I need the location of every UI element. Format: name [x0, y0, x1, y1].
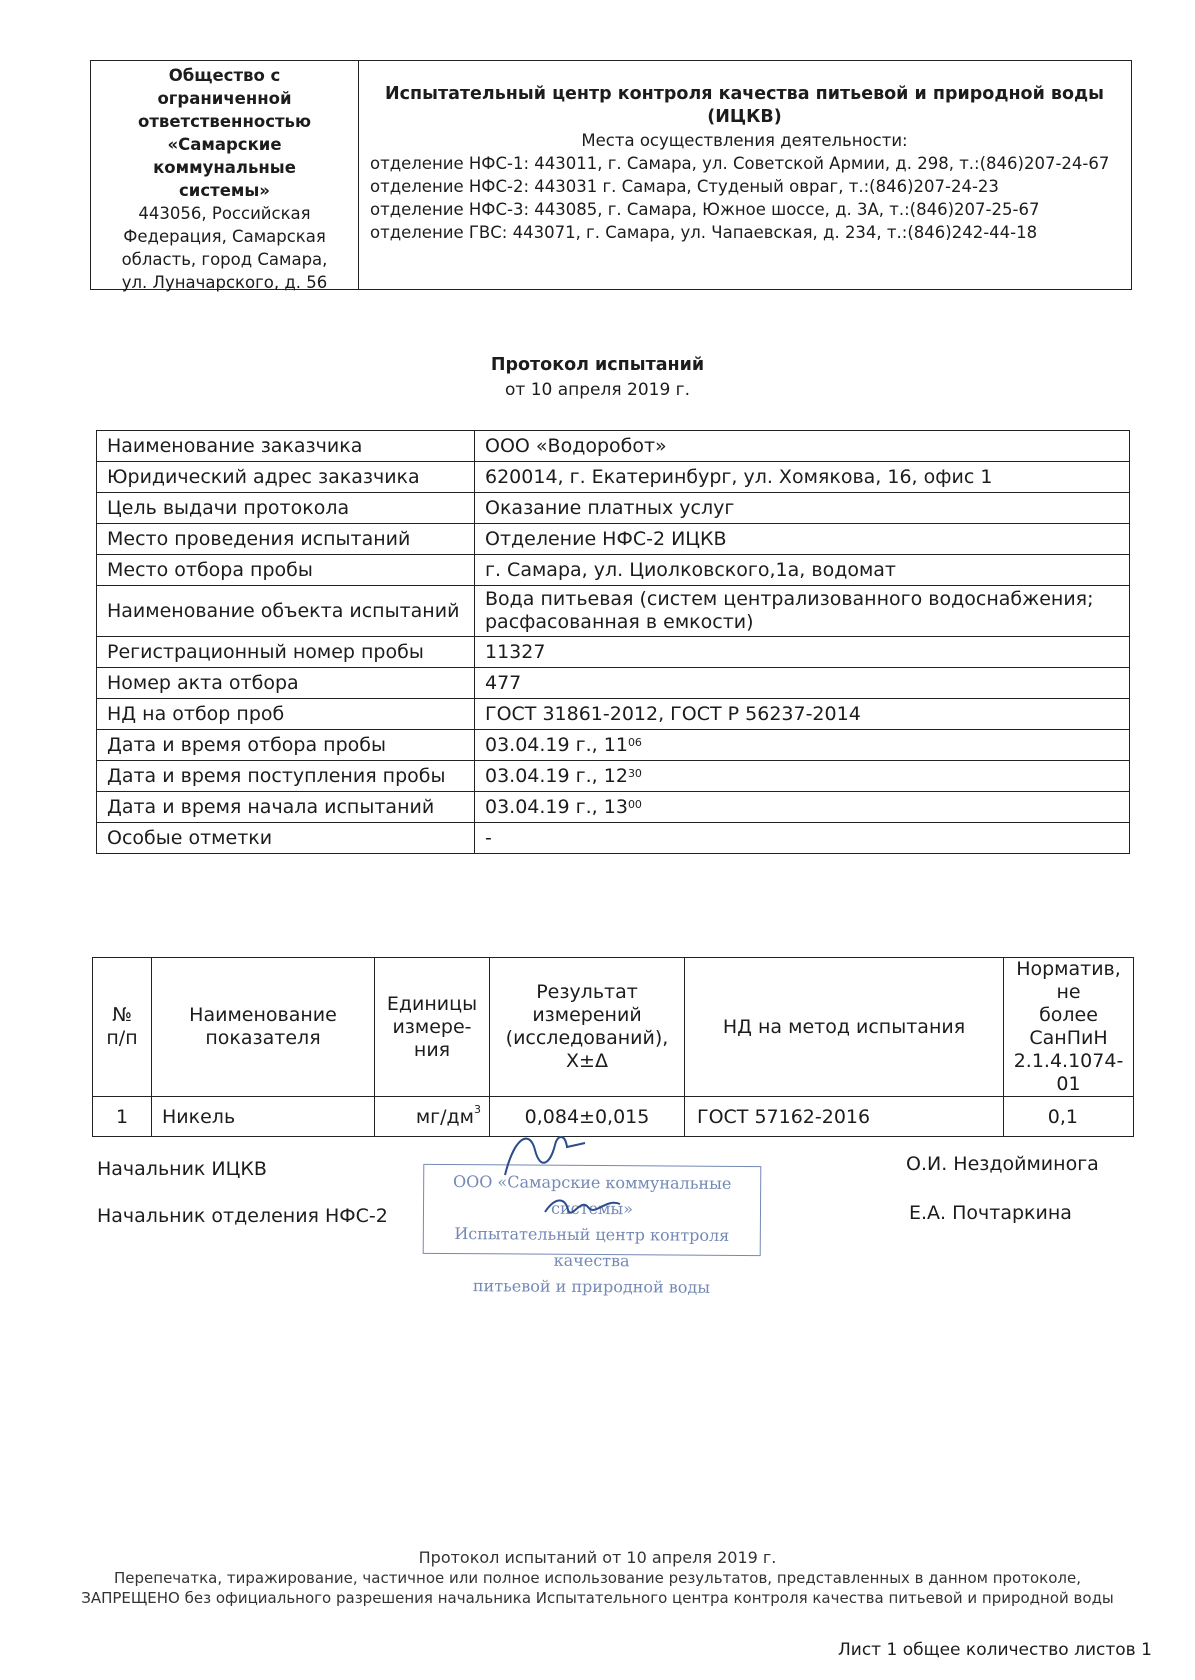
footer-notice: ЗАПРЕЩЕНО без официального разрешения начальника Испытательного центра контроля качества питьевой и природной воды — [81, 1589, 1114, 1607]
info-value: 477 — [475, 668, 1130, 699]
header-line: Единицы — [386, 992, 478, 1015]
info-key: Наименование объекта испытаний — [97, 586, 475, 637]
info-value: ООО «Водоробот» — [475, 431, 1130, 462]
info-key: Номер акта отбора — [97, 668, 475, 699]
signature-role: Начальник отделения НФС-2 — [97, 1205, 388, 1227]
info-row — [97, 637, 1130, 668]
header-line: Наименование — [189, 1004, 337, 1026]
signature-name: Е.А. Почтаркина — [909, 1202, 1072, 1224]
info-row — [97, 524, 1130, 555]
org-address-line: ул. Луначарского, д. 56 — [121, 273, 328, 292]
unit-text: мг/дм — [415, 1105, 474, 1128]
col-header-norm — [1004, 958, 1134, 1097]
handwritten-signature — [540, 1192, 630, 1220]
time-minutes: 00 — [627, 797, 642, 811]
protocol-info-table — [96, 430, 1130, 854]
info-value — [475, 586, 1130, 637]
info-key: Цель выдачи протокола — [97, 493, 475, 524]
branch-line: отделение НФС-3: 443085, г. Самара, Южное шоссе, д. 3А, т.:(846)207-25-67 — [370, 200, 1040, 219]
protocol-title: Протокол испытаний — [490, 355, 705, 375]
info-value: 11327 — [475, 637, 1130, 668]
header-line: ния — [413, 1038, 451, 1061]
org-name-line: ответственностью — [137, 112, 312, 131]
header-line: измере- — [392, 1015, 472, 1038]
header-line: 2.1.4.1074-01 — [1013, 1050, 1124, 1095]
col-header-result — [490, 958, 685, 1097]
info-key: НД на отбор проб — [97, 699, 475, 730]
header-line: Результат — [536, 981, 638, 1003]
stamp-line: питьевой и природной воды — [472, 1276, 711, 1297]
info-key: Дата и время поступления пробы — [97, 761, 475, 792]
header-line: показателя — [205, 1027, 321, 1049]
info-row — [97, 761, 1130, 792]
info-row — [97, 462, 1130, 493]
info-row — [97, 555, 1130, 586]
row-norm: 0,1 — [1004, 1097, 1134, 1137]
info-row — [97, 823, 1130, 854]
header-line: более — [1039, 1004, 1098, 1026]
organization-header — [90, 60, 1132, 290]
signature-role: Начальник ИЦКВ — [97, 1158, 267, 1180]
info-key: Юридический адрес заказчика — [97, 462, 475, 493]
row-name: Никель — [152, 1097, 375, 1137]
org-address-line: область, город Самара, — [121, 250, 328, 269]
header-line: п/п — [106, 1027, 138, 1049]
org-address-line: Федерация, Самарская — [123, 227, 326, 246]
col-header-unit — [375, 958, 490, 1097]
row-num: 1 — [93, 1097, 152, 1137]
info-value-text: 03.04.19 г., 12 — [485, 764, 628, 787]
footer-protocol: Протокол испытаний от 10 апреля 2019 г. — [418, 1548, 777, 1567]
info-value-line: Вода питьевая (систем централизованного водоснабжения; — [485, 588, 1094, 610]
org-name-line: коммунальные — [153, 158, 296, 177]
info-value: ГОСТ 31861-2012, ГОСТ Р 56237-2014 — [475, 699, 1130, 730]
sheet-count: Лист 1 общее количество листов 1 — [838, 1640, 1152, 1660]
info-key: Наименование заказчика — [97, 431, 475, 462]
info-key: Дата и время отбора пробы — [97, 730, 475, 761]
stamp-line: ООО «Самарские коммунальные системы» — [452, 1172, 732, 1219]
table-row — [93, 1097, 1134, 1137]
info-row — [97, 792, 1130, 823]
info-row — [97, 668, 1130, 699]
org-name-line: «Самарские — [167, 135, 282, 154]
results-table — [92, 957, 1134, 1137]
protocol-date: от 10 апреля 2019 г. — [504, 380, 691, 400]
org-name-line: ограниченной — [157, 89, 292, 108]
unit-exponent: 3 — [474, 1102, 481, 1116]
org-name-line: Общество с — [168, 66, 281, 85]
info-row — [97, 586, 1130, 637]
info-value-text: 03.04.19 г., 11 — [485, 733, 628, 756]
results-header-row — [93, 958, 1134, 1097]
org-address-line: 443056, Российская — [138, 204, 311, 223]
footer-notice: Перепечатка, тиражирование, частичное или полное использование результатов, представленных в данном протоколе, — [114, 1569, 1081, 1587]
info-key: Дата и время начала испытаний — [97, 792, 475, 823]
page-footer — [0, 1548, 1195, 1608]
testing-center-title: Испытательный центр контроля качества питьевой и природной воды — [385, 84, 1104, 104]
info-key: Место проведения испытаний — [97, 524, 475, 555]
stamp-line: Испытательный центр контроля качества — [454, 1224, 730, 1271]
header-line: № — [112, 1004, 132, 1026]
info-key: Место отбора пробы — [97, 555, 475, 586]
branch-line: отделение ГВС: 443071, г. Самара, ул. Чапаевская, д. 234, т.:(846)242-44-18 — [370, 223, 1038, 242]
info-value: - — [475, 823, 1130, 854]
info-row — [97, 493, 1130, 524]
places-label: Места осуществления деятельности: — [581, 131, 908, 150]
header-line: (исследований), — [505, 1027, 669, 1049]
testing-center-abbr: (ИЦКВ) — [707, 107, 782, 127]
info-value — [475, 792, 1130, 823]
header-line: X±Δ — [566, 1050, 608, 1072]
col-header-num — [93, 958, 152, 1097]
handwritten-signature — [495, 1125, 605, 1185]
info-value — [475, 730, 1130, 761]
info-value: Оказание платных услуг — [475, 493, 1130, 524]
branch-line: отделение НФС-2: 443031 г. Самара, Студеный овраг, т.:(846)207-24-23 — [370, 177, 999, 196]
info-row — [97, 431, 1130, 462]
header-line: СанПиН — [1029, 1027, 1108, 1049]
organization-block — [91, 61, 359, 292]
row-result: 0,084±0,015 — [490, 1097, 685, 1137]
time-minutes: 06 — [627, 735, 642, 749]
info-key: Регистрационный номер пробы — [97, 637, 475, 668]
info-value: Отделение НФС-2 ИЦКВ — [475, 524, 1130, 555]
branch-line: отделение НФС-1: 443011, г. Самара, ул. Советской Армии, д. 298, т.:(846)207-24-67 — [370, 154, 1110, 173]
info-value-line: расфасованная в емкости) — [485, 611, 754, 633]
row-unit — [375, 1097, 490, 1137]
row-method: ГОСТ 57162-2016 — [685, 1097, 1004, 1137]
col-header-name — [152, 958, 375, 1097]
header-line: Норматив, не — [1016, 958, 1121, 1003]
info-row — [97, 730, 1130, 761]
info-value-text: 03.04.19 г., 13 — [485, 795, 628, 818]
info-value: 620014, г. Екатеринбург, ул. Хомякова, 16, офис 1 — [475, 462, 1130, 493]
signature-name: О.И. Нездойминога — [906, 1153, 1099, 1175]
header-line: измерений — [532, 1004, 642, 1026]
info-value: г. Самара, ул. Циолковского,1а, водомат — [475, 555, 1130, 586]
info-row — [97, 699, 1130, 730]
org-name-line: системы» — [179, 181, 270, 200]
col-header-method: НД на метод испытания — [685, 958, 1004, 1097]
testing-center-block — [359, 61, 1131, 289]
time-minutes: 30 — [627, 766, 642, 780]
info-key: Особые отметки — [97, 823, 475, 854]
info-value — [475, 761, 1130, 792]
